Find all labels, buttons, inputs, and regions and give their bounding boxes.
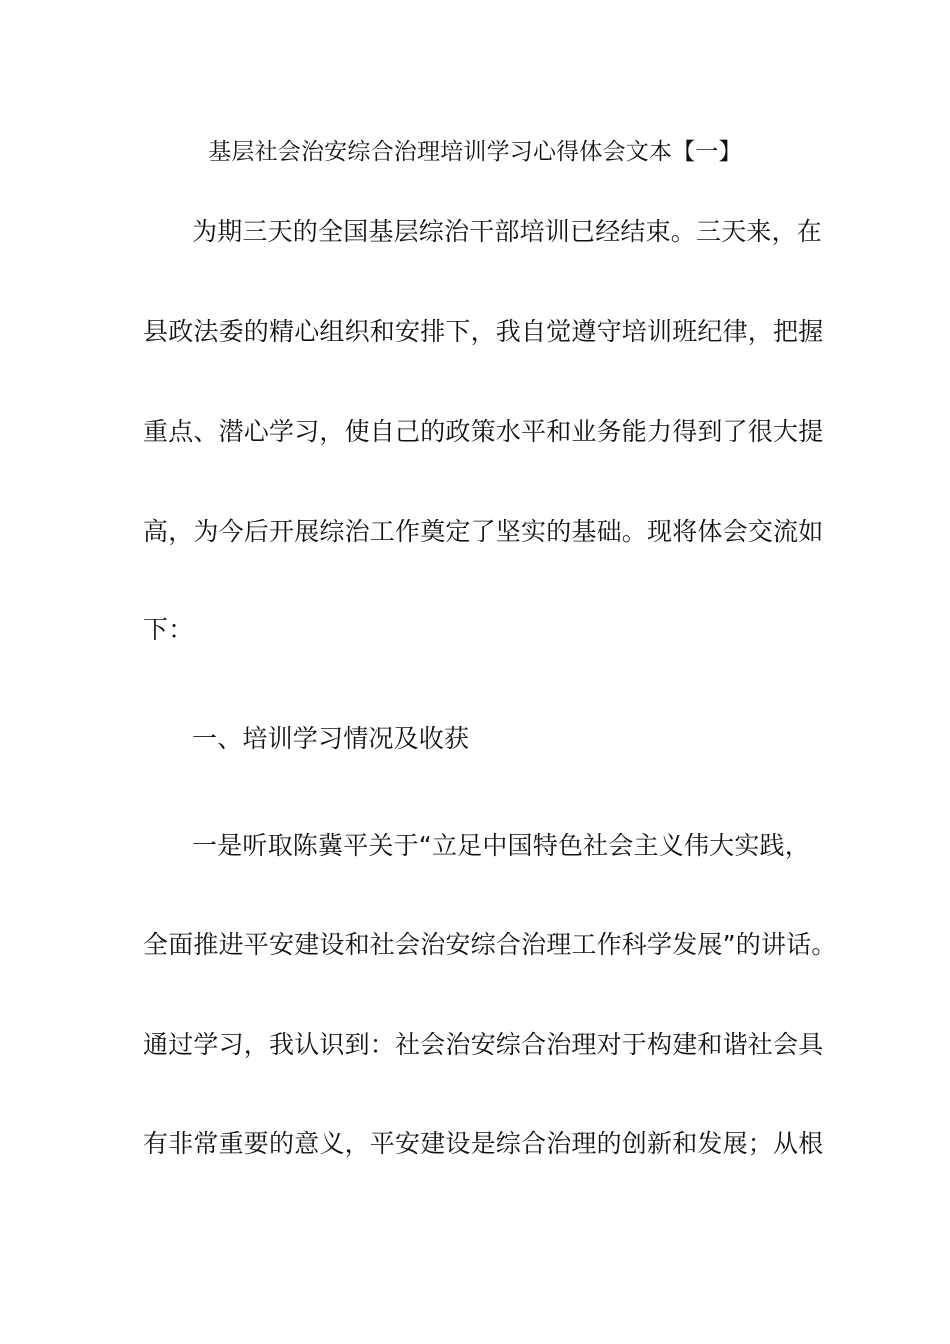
paragraph-line-1: 为期三天的全国基层综治干部培训已经结束。三天来，在 (192, 217, 823, 246)
paragraph-line-3: 重点、潜心学习，使自己的政策水平和业务能力得到了很大提 (143, 417, 824, 446)
section-line-4: 有非常重要的意义，平安建设是综合治理的创新和发展；从根 (143, 1129, 824, 1158)
section-line-1: 一是听取陈冀平关于“立足中国特色社会主义伟大实践， (192, 831, 810, 860)
paragraph-line-5: 下： (143, 615, 194, 644)
paragraph-line-2: 县政法委的精心组织和安排下，我自觉遵守培训班纪律，把握 (143, 317, 824, 346)
section-line-2: 全面推进平安建设和社会治安综合治理工作科学发展”的讲话。 (143, 930, 837, 959)
section-line-3: 通过学习，我认识到：社会治安综合治理对于构建和谐社会具 (143, 1030, 824, 1059)
document-title: 基层社会治安综合治理培训学习心得体会文本【一】 (208, 139, 742, 165)
paragraph-line-4: 高，为今后开展综治工作奠定了坚实的基础。现将体会交流如 (143, 517, 824, 546)
section-heading: 一、培训学习情况及收获 (192, 724, 470, 753)
